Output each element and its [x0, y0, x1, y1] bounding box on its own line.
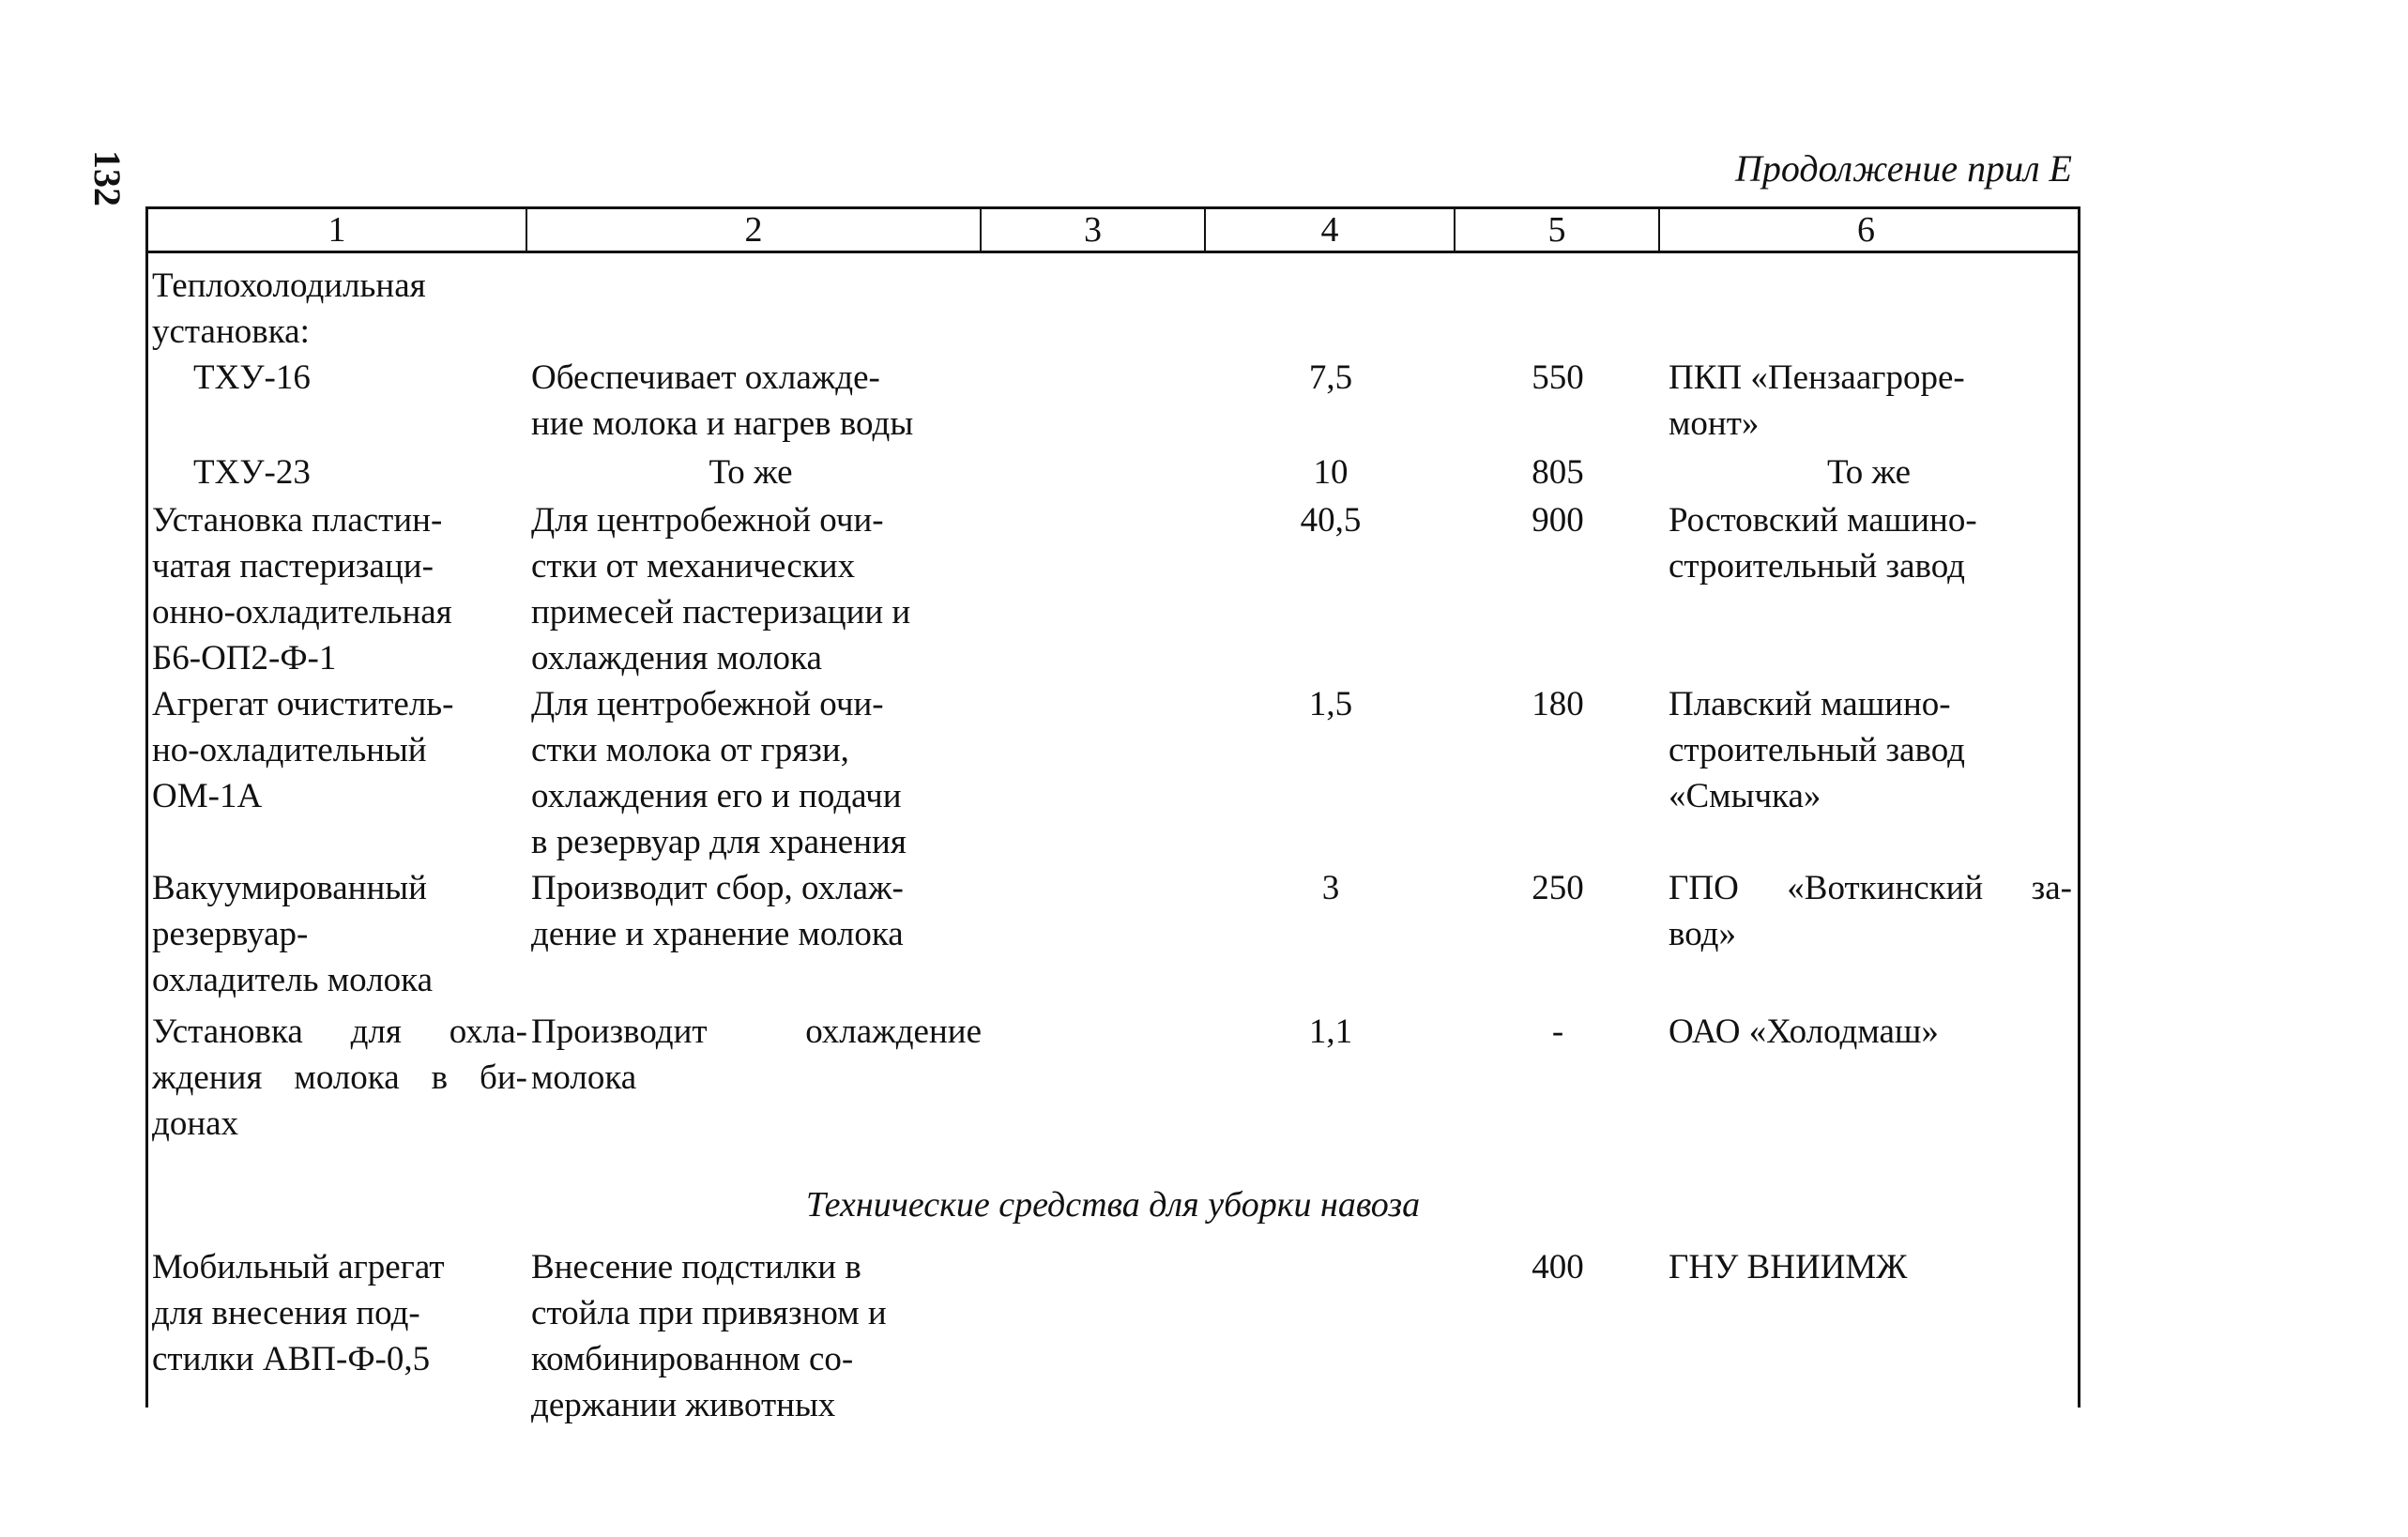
group-item-col4: 7,5 [1308, 358, 1353, 397]
table-row-col4: 1,1 [1308, 1012, 1353, 1051]
continuation-label: Продолжение прил Е [1735, 147, 2072, 190]
group-item-description: Обеспечивает охлажде- ние молока и нагрев воды [531, 358, 914, 443]
table-row-description: Производит охлаждение молока [531, 1012, 982, 1097]
page-number: 132 [86, 150, 130, 206]
group-item-name: ТХУ-16 [193, 358, 311, 397]
table-row-maker: Ростовский машино- строительный завод [1669, 501, 1977, 586]
section-row-name: Мобильный агрегат для внесения под- стилки АВП-Ф-0,5 [152, 1248, 445, 1378]
table-row-name: Агрегат очиститель- но-охладительный ОМ-1А [152, 685, 454, 815]
group-item-description: То же [709, 453, 793, 492]
table-row-col5: 900 [1532, 501, 1584, 540]
header-col-3: 3 [982, 209, 1206, 251]
table-header-row [148, 206, 2078, 253]
table-row-col5: - [1551, 1012, 1564, 1051]
table-row-maker: ОАО «Холодмаш» [1669, 1012, 1939, 1051]
equipment-table [145, 206, 2080, 1424]
header-col-1: 1 [148, 209, 527, 251]
table-row-name: Вакуумированный резервуар- охладитель молока [152, 869, 433, 999]
header-col-6: 6 [1857, 210, 1875, 250]
table-row-name: Установка пластин- чатая пастеризаци- онно-охладительная Б6-ОП2-Ф-1 [152, 501, 452, 677]
table-row-description: Производит сбор, охлаж- дение и хранение молока [531, 869, 904, 953]
section-row-maker: ГНУ ВНИИМЖ [1669, 1248, 1908, 1286]
table-row-col5: 250 [1532, 869, 1584, 907]
table-row-col5: 180 [1532, 685, 1584, 723]
table-row-description: Для центробежной очи- стки от механических примесей пастеризации и охлаждения молока [531, 501, 911, 677]
group-item-col5: 805 [1532, 453, 1584, 492]
section-row-description: Внесение подстилки в стойла при привязном и комбинированном со- держании животных [531, 1248, 887, 1424]
table-row-col4: 1,5 [1308, 685, 1353, 723]
group-item-maker: ПКП «Пензаагроре- монт» [1669, 358, 1965, 443]
group-item-col5: 550 [1532, 358, 1584, 397]
table-row-description: Для центробежной очи- стки молока от грязи, охлаждения его и подачи в резервуар для хранения [531, 685, 907, 861]
group-item-name: ТХУ-23 [193, 453, 311, 492]
table-row-col4: 3 [1321, 869, 1340, 907]
header-col-4: 4 [1206, 209, 1455, 251]
header-col-2: 2 [527, 209, 982, 251]
section-row-col5: 400 [1532, 1248, 1584, 1286]
group-item-maker: То же [1826, 453, 1912, 492]
group-name: Теплохолодильная установка: [152, 266, 426, 351]
group-item-col4: 10 [1313, 453, 1349, 492]
header-col-5: 5 [1455, 209, 1660, 251]
table-row-name: Установка для охла- ждения молока в би- донах [152, 1012, 527, 1143]
table-row-maker: ГПО «Воткинский за- вод» [1669, 869, 2072, 953]
table-row-maker: Плавский машино- строительный завод «Смычка» [1669, 685, 1965, 815]
table-row-col4: 40,5 [1300, 501, 1362, 540]
section-title: Технические средства для уборки навоза [805, 1185, 1421, 1225]
